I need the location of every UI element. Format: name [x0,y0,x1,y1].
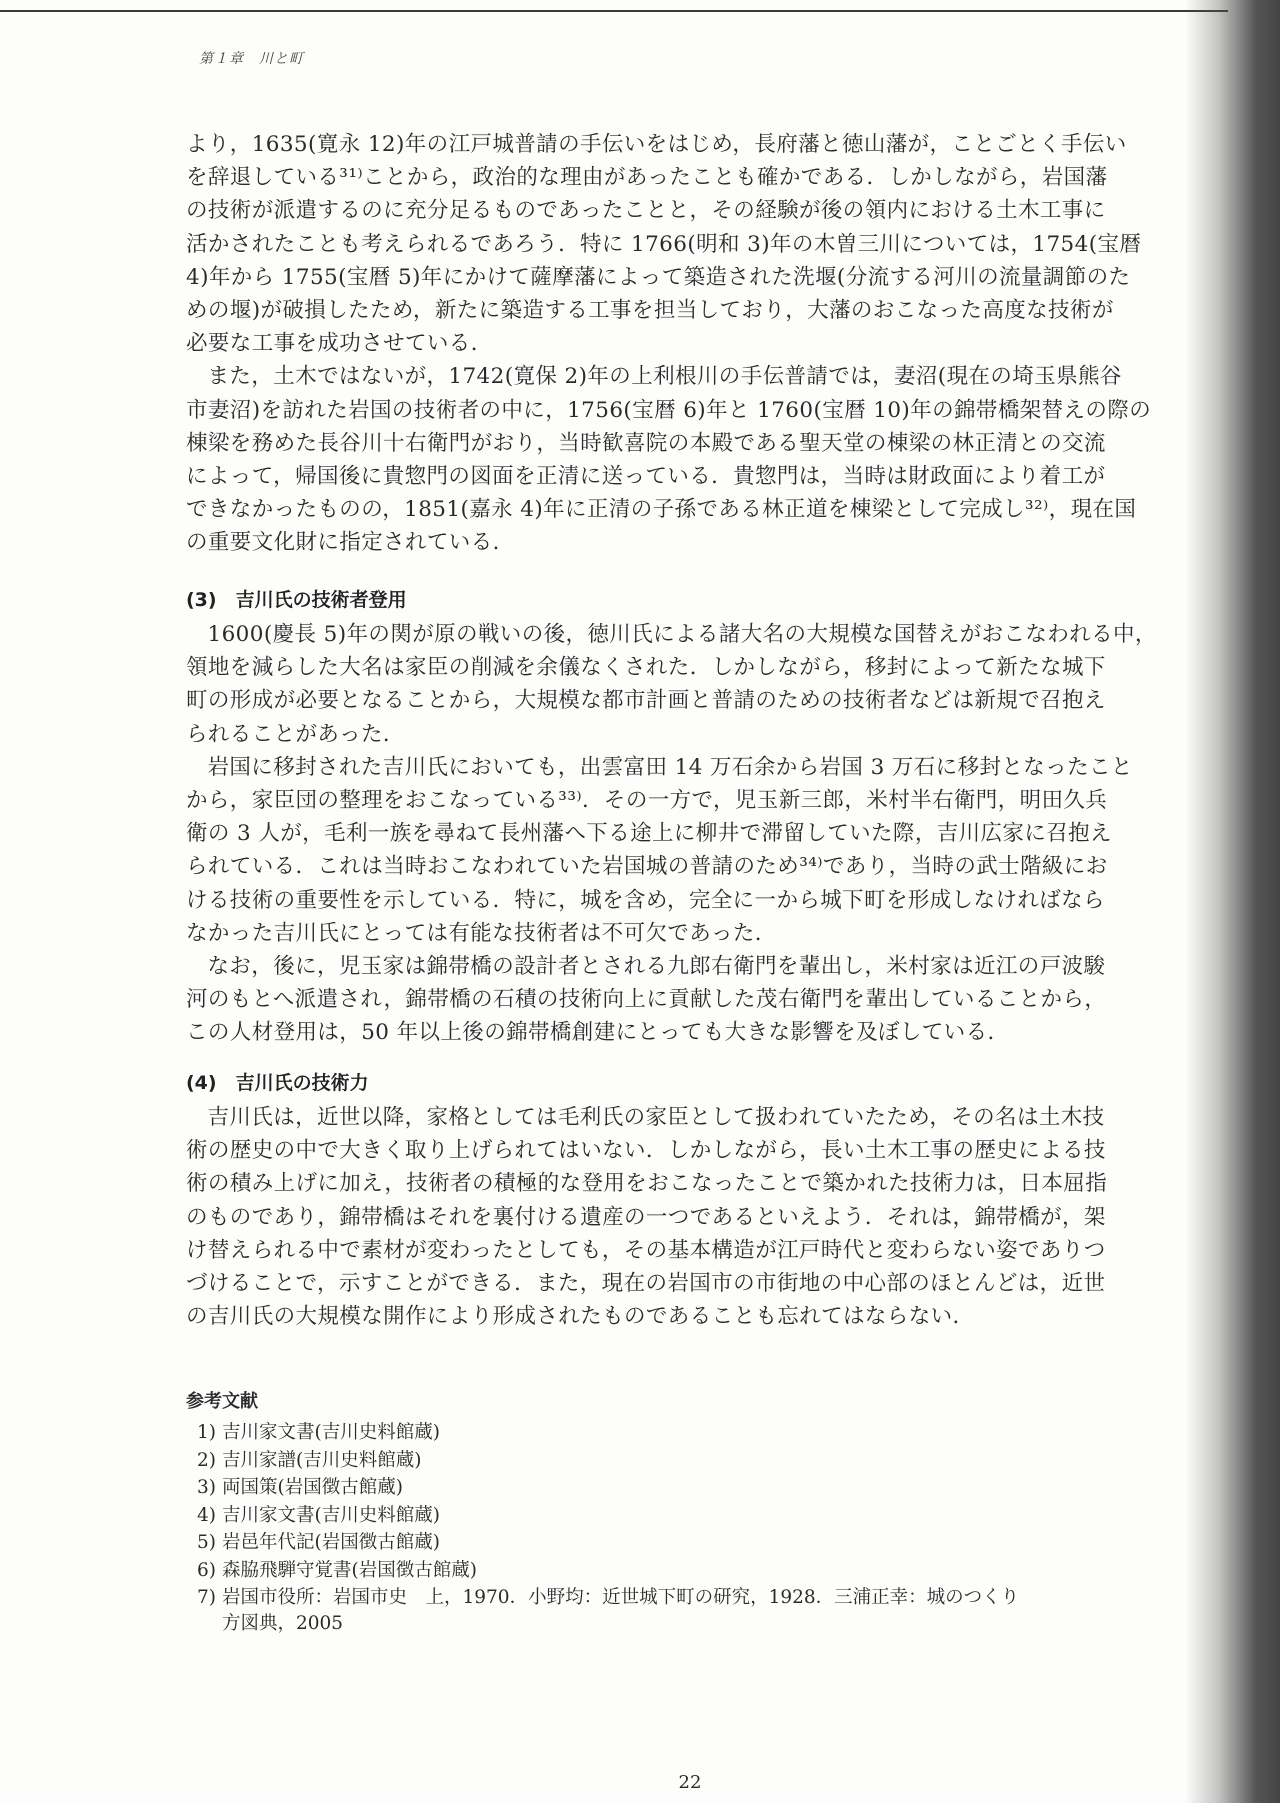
text-line: 術の歴史の中で大きく取り上げられてはいない．しかしながら，長い土木工事の歴史による技 [186,1138,1106,1164]
text-line: できなかったものの，1851(嘉永 4)年に正清の子孫である林正道を棟梁として完成し³²⁾，現在国 [186,497,1137,523]
text-line: この人材登用は，50 年以上後の錦帯橋創建にとっても大きな影響を及ぼしている． [186,1020,1010,1046]
reference-number: 6) [197,1559,216,1581]
text-line: 4)年から 1755(宝暦 5)年にかけて薩摩藩によって築造された洗堰(分流する河川の流量調節のた [186,264,1131,290]
text-line: 市妻沼)を訪れた岩国の技術者の中に，1756(宝暦 6)年と 1760(宝暦 10)年の錦帯橋架替えの際の [186,397,1152,423]
text-line: 衛の 3 人が，毛利一族を尋ねて長州藩へ下る途上に柳井で滞留していた際，吉川広家に召抱え [186,821,1112,847]
text-line: のものであり，錦帯橋はそれを裏付ける遺産の一つであるといえよう．それは，錦帯橋が，架 [186,1204,1106,1230]
page-number: 22 [678,1772,702,1793]
text-line: 棟梁を務めた長谷川十右衛門がおり，当時歓喜院の本殿である聖天堂の棟梁の林正清との交流 [186,430,1106,456]
top-rule [0,10,1228,12]
reference-text: 岩国市役所：岩国市史 上，1970．小野均：近世城下町の研究，1928．三浦正幸：城のつくり [222,1587,1020,1608]
section-4-heading: (4) 吉川氏の技術力 [186,1072,369,1094]
text-line: られることがあった． [186,721,405,747]
text-line: 岩国に移封された吉川氏においても，出雲富田 14 万石余から岩国 3 万石に移封となったこと [207,754,1133,780]
text-line: の技術が派遣するのに充分足るものであったことと，その経験が後の領内における土木工事に [186,198,1106,224]
text-line: の吉川氏の大規模な開作により形成されたものであることも忘れてはならない． [186,1304,975,1330]
text-line: 町の形成が必要となることから，大規模な都市計画と普請のための技術者などは新規で召抱え [186,688,1106,714]
reference-number: 3) [197,1477,216,1498]
reference-item [186,1447,1019,1475]
text-line: づけることで，示すことができる．また，現在の岩国市の市街地の中心部のほとんどは，近世 [186,1271,1106,1297]
reference-number: 1) [197,1422,216,1443]
text-line: の重要文化財に指定されている． [186,530,515,556]
reference-item [186,1557,1019,1585]
references-heading: 参考文献 [186,1391,258,1412]
reference-item [186,1529,1019,1557]
text-line: また，土木ではないが，1742(寛保 2)年の上利根川の手伝普請では，妻沼(現在の埼玉県熊谷 [207,364,1122,390]
reference-text: 岩邑年代記(岩国徴古館蔵) [222,1532,440,1553]
reference-text-continued: 方図典，2005 [222,1612,344,1634]
text-line: 吉川氏は，近世以降，家格としては毛利氏の家臣として扱われていたため，その名は土木技 [207,1105,1105,1130]
section-3-heading: (3) 吉川氏の技術者登用 [186,589,407,611]
references [186,1387,1019,1636]
section-4 [186,1068,1226,1333]
reference-number: 2) [197,1449,216,1471]
text-line: から，家臣団の整理をおこなっている³³⁾．その一方で，児玉新三郎，米村半右衛門，明田久兵 [186,788,1108,814]
text-line: によって，帰国後に貴惣門の図面を正清に送っている．貴惣門は，当時は財政面により着工が [186,464,1106,490]
reference-text: 吉川家譜(吉川史料館蔵) [222,1449,422,1471]
text-line: 1600(慶長 5)年の関が原の戦いの後，徳川氏による諸大名の大規模な国替えがおこなわれる中， [207,622,1157,647]
text-line: ける技術の重要性を示している．特に，城を含め，完全に一から城下町を形成しなければなら [186,887,1105,913]
reference-list [186,1419,1019,1612]
reference-text: 両国策(岩国徴古館蔵) [222,1477,403,1498]
running-header: 第１章 川と町 [199,51,304,67]
reference-item [186,1584,1019,1612]
text-line: なかった吉川氏にとっては有能な技術者は不可欠であった． [186,920,777,946]
reference-item [186,1474,1019,1502]
reference-text: 吉川家文書(吉川史料館蔵) [222,1504,440,1526]
reference-text: 吉川家文書(吉川史料館蔵) [222,1422,440,1443]
text-line: 領地を減らした大名は家臣の削減を余儀なくされた．しかしながら，移封によって新たな城下 [186,655,1106,681]
reference-number: 7) [197,1587,216,1608]
text-line: めの堰)が破損したため，新たに築造する工事を担当しており，大藩のおこなった高度な技術が [186,298,1114,324]
text-line: られている．これは当時おこなわれていた岩国城の普請のため³⁴⁾であり，当時の武士階級にお [186,854,1108,880]
text-line: 活かされたことも考えられるであろう．特に 1766(明和 3)年の木曽三川については，1754(宝暦 [186,231,1142,257]
text-line: 河のもとへ派遣され，錦帯橋の石積の技術向上に貢献した茂右衛門を輩出していることから， [186,987,1107,1013]
section-prev-body [186,128,1226,560]
reference-item [186,1502,1019,1530]
reference-number: 4) [197,1504,216,1526]
reference-number: 5) [197,1532,216,1553]
text-line: なお，後に，児玉家は錦帯橋の設計者とされる九郎右衛門を輩出し，米村家は近江の戸波駿 [207,954,1106,980]
text-line: け替えられる中で素材が変わったとしても，その基本構造が江戸時代と変わらない姿でありつ [186,1237,1106,1263]
text-line: 術の積み上げに加え，技術者の積極的な登用をおこなったことで築かれた技術力は，日本屈指 [186,1171,1108,1197]
reference-item [186,1419,1019,1447]
reference-text: 森脇飛騨守覚書(岩国徴古館蔵) [222,1559,477,1581]
text-line: を辞退している³¹⁾ことから，政治的な理由があったことも確かである．しかしながら，岩国藩 [186,165,1108,191]
section-3 [186,585,1226,1050]
text-line: より，1635(寛永 12)年の江戸城普請の手伝いをはじめ，長府藩と徳山藩が，ことごとく手伝い [186,132,1127,157]
text-line: 必要な工事を成功させている． [186,331,493,357]
